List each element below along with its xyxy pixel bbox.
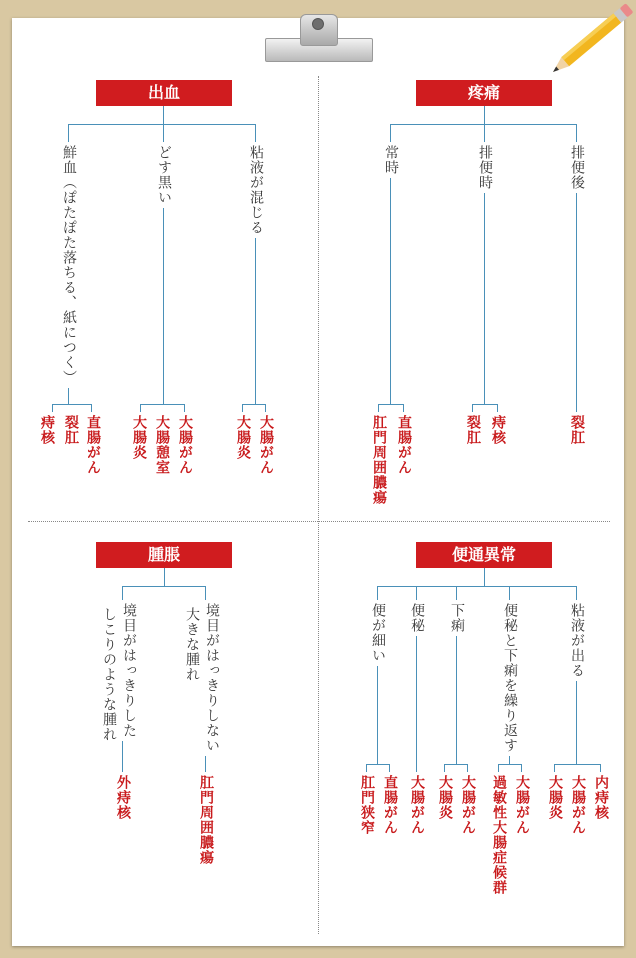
- disease-label: 大腸がん: [257, 412, 275, 478]
- disease-label: 大腸炎: [130, 412, 148, 463]
- connector: [498, 764, 522, 765]
- disease-label: 大腸がん: [513, 772, 531, 838]
- quadrant-divider-vertical: [318, 76, 319, 934]
- branch-label: しこりのような腫れ: [100, 604, 118, 745]
- disease-label: 裂肛: [464, 412, 482, 448]
- branch-label: どす黒い: [155, 142, 173, 208]
- branch-label: 粘液が混じる: [247, 142, 265, 238]
- branch-label: 常時: [382, 142, 400, 178]
- header-swelling: 腫脹: [96, 542, 232, 568]
- connector: [52, 404, 92, 405]
- disease-label: 大腸炎: [546, 772, 564, 823]
- disease-label: 大腸がん: [459, 772, 477, 838]
- disease-label: 肛門周囲膿瘍: [370, 412, 388, 508]
- disease-label: 大腸がん: [408, 772, 426, 838]
- connector: [164, 568, 165, 586]
- header-bleeding: 出血: [96, 80, 232, 106]
- branch-label: 排便時: [476, 142, 494, 193]
- disease-label: 痔核: [489, 412, 507, 448]
- branch-label: 粘液が出る: [568, 600, 586, 681]
- pencil-icon: [538, 0, 636, 80]
- connector: [554, 764, 601, 765]
- branch-label: 下痢: [448, 600, 466, 636]
- connector: [366, 764, 390, 765]
- branch-label: 境目がはっきりしない: [203, 600, 221, 756]
- header-pain: 疼痛: [416, 80, 552, 106]
- connector: [122, 586, 206, 587]
- connector: [444, 764, 468, 765]
- disease-label: 大腸炎: [234, 412, 252, 463]
- disease-label: 痔核: [38, 412, 56, 448]
- connector: [140, 404, 185, 405]
- disease-label: 内痔核: [592, 772, 610, 823]
- branch-label: 便秘: [408, 600, 426, 636]
- disease-label: 外痔核: [114, 772, 132, 823]
- disease-label: 過敏性大腸症候群: [490, 772, 508, 898]
- header-stool: 便通異常: [416, 542, 552, 568]
- disease-label: 直腸がん: [84, 412, 102, 478]
- branch-label: 境目がはっきりした: [120, 600, 138, 741]
- disease-label: 大腸憩室: [153, 412, 171, 478]
- branch-label: 排便後: [568, 142, 586, 193]
- connector: [484, 568, 485, 586]
- connector: [68, 124, 256, 125]
- disease-label: 大腸がん: [176, 412, 194, 478]
- connector: [484, 106, 485, 124]
- branch-label: 鮮血（ぽたぽた落ちる、紙につく）: [60, 142, 78, 388]
- connector: [378, 404, 404, 405]
- connector: [377, 586, 577, 587]
- connector: [242, 404, 266, 405]
- connector: [163, 106, 164, 124]
- disease-label: 直腸がん: [381, 772, 399, 838]
- quadrant-divider-horizontal: [28, 521, 610, 522]
- disease-label: 肛門周囲膿瘍: [197, 772, 215, 868]
- clip-hole: [312, 18, 324, 30]
- disease-label: 裂肛: [62, 412, 80, 448]
- disease-label: 肛門狭窄: [358, 772, 376, 838]
- disease-label: 直腸がん: [395, 412, 413, 478]
- disease-label: 裂肛: [568, 412, 586, 448]
- connector: [472, 404, 498, 405]
- branch-label: 便が細い: [369, 600, 387, 666]
- branch-label: 便秘と下痢を繰り返す: [501, 600, 519, 756]
- disease-label: 大腸炎: [436, 772, 454, 823]
- disease-label: 大腸がん: [569, 772, 587, 838]
- branch-label: 大きな腫れ: [183, 604, 201, 685]
